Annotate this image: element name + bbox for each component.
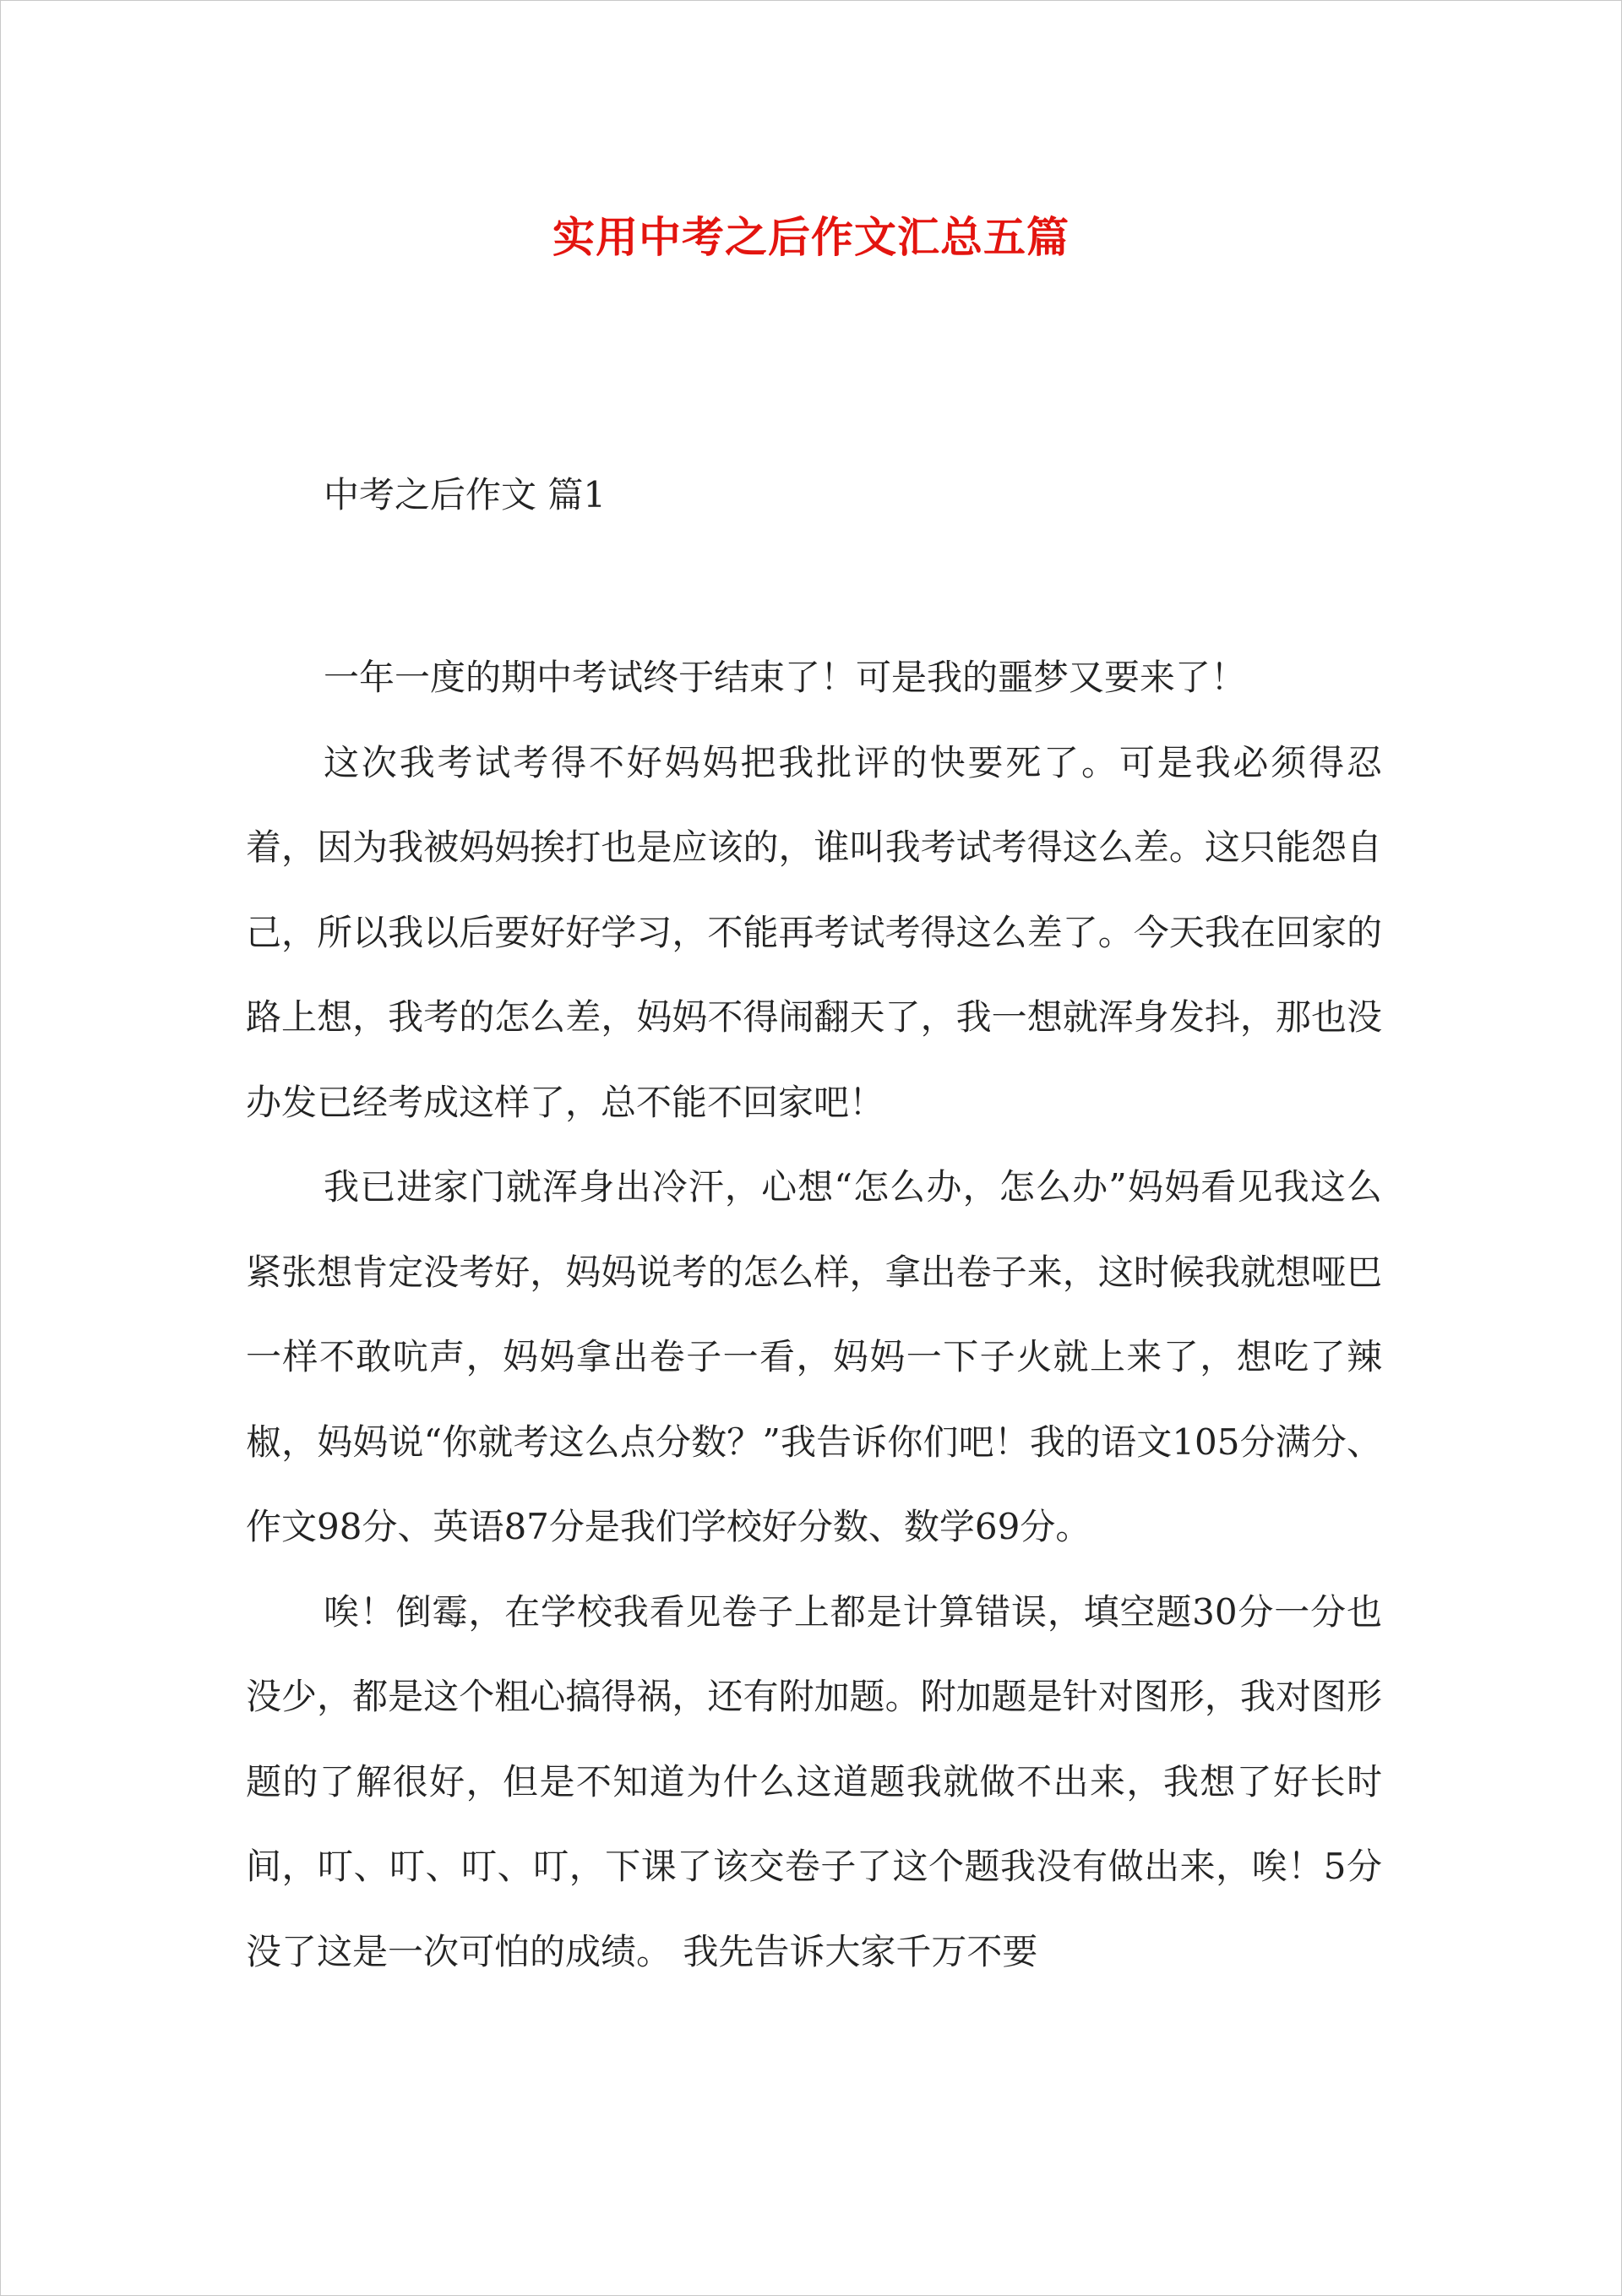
essay-body [246, 635, 1382, 1994]
paragraph: 这次我考试考得不好妈妈把我批评的快要死了。可是我必须得忍着，因为我被妈妈挨打也是应该的，谁叫我考试考得这么差。这只能怨自己，所以我以后要好好学习，不能再考试考得这么差了。今天我在回家的路上想，我考的怎么差，妈妈不得闹翻天了，我一想就浑身发抖，那也没办发已经考成这样了，总不能不回家吧！ [246, 741, 1382, 1123]
paragraph: 一年一度的期中考试终于结束了！可是我的噩梦又要来了！ [324, 657, 1247, 698]
section-heading: 中考之后作文 篇1 [324, 474, 607, 515]
document-title: 实用中考之后作文汇总五篇 [552, 212, 1070, 262]
paragraph: 我已进家门就浑身出冷汗，心想“怎么办，怎么办”妈妈看见我这么紧张想肯定没考好，妈妈说考的怎么样，拿出卷子来，这时候我就想哑巴一样不敢吭声，妈妈拿出卷子一看，妈妈一下子火就上来了，想吃了辣椒，妈妈说“你就考这么点分数？”我告诉你们吧！我的语文105分满分、作文98分、英语87分是我们学校好分数、数学69分。 [246, 1166, 1382, 1547]
paragraph: 唉！倒霉，在学校我看见卷子上都是计算错误，填空题30分一分也没少，都是这个粗心搞得祸，还有附加题。附加题是针对图形，我对图形题的了解很好，但是不知道为什么这道题我就做不出来，我想了好长时间，叮、叮、叮、叮，下课了该交卷子了这个题我没有做出来，唉！5分没了这是一次可怕的成绩。 我先告诉大家千万不要 [246, 1590, 1382, 1972]
